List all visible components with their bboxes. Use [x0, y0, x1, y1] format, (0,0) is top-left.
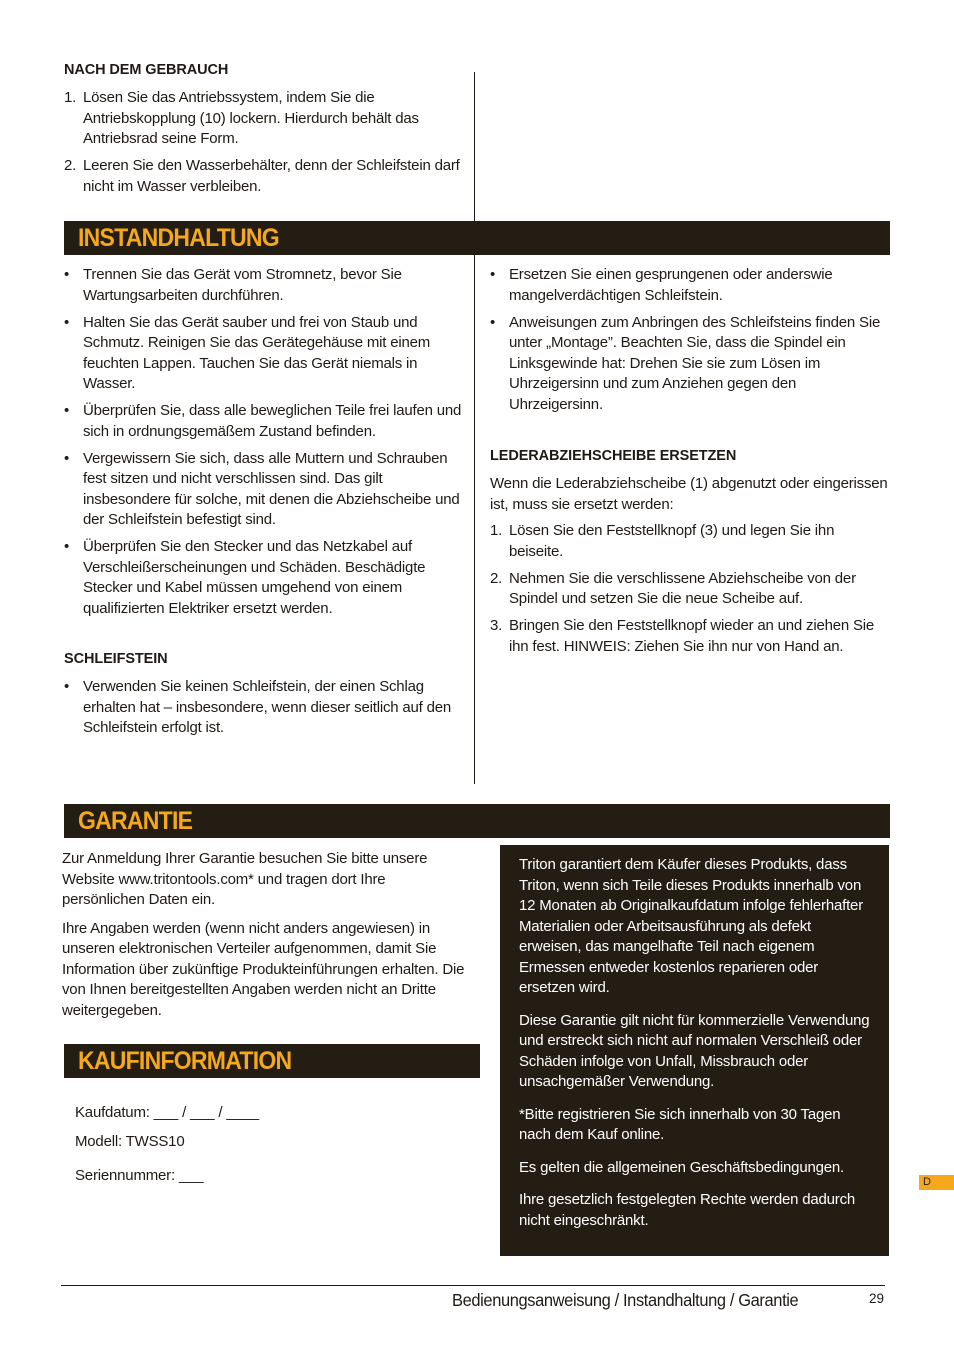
list-number: 2.: [490, 569, 503, 587]
list-number: 1.: [64, 89, 77, 106]
grindstone-heading: SCHLEIFSTEIN: [64, 651, 168, 667]
list-item: [64, 449, 464, 531]
bullet-icon: •: [490, 313, 496, 331]
footer-rule: [61, 1285, 885, 1286]
warranty-paragraph: Zur Anmeldung Ihrer Garantie besuchen Sie bitte unsere Website www.tritontools.com* und tragen dort Ihre persönlichen Daten ein.: [62, 850, 428, 908]
list-text: Lösen Sie das Antriebssystem, indem Sie die Antriebskopplung (10) lockern. Hierdurch behält das Antriebsrad seine Form.: [83, 89, 419, 147]
list-item: [64, 265, 464, 306]
list-item: [490, 521, 888, 562]
maintenance-section-bar: [64, 221, 890, 255]
language-tab: D: [919, 1175, 954, 1190]
footer-title: Bedienungsanweisung / Instandhaltung / Garantie: [452, 1290, 799, 1310]
warranty-terms-paragraph: Ihre gesetzlich festgelegten Rechte werden dadurch nicht eingeschränkt.: [519, 1191, 856, 1229]
maintenance-left-list: [64, 265, 464, 626]
column-divider: [474, 255, 475, 784]
list-item: [64, 313, 464, 395]
warranty-terms-paragraph: Diese Garantie gilt nicht für kommerzielle Verwendung und erstreckt sich nicht auf normalen Verschleiß oder Schäden infolge von Unfall, Missbrauch oder unsachgemäßer Verwendung.: [519, 1011, 870, 1090]
purchase-date-field: Kaufdatum: ___ / ___ / ____: [75, 1104, 259, 1121]
list-text: Überprüfen Sie, dass alle beweglichen Teile frei laufen und sich in ordnungsgemäßem Zustand befinden.: [83, 402, 462, 440]
list-text: Nehmen Sie die verschlissene Abziehscheibe von der Spindel und setzen Sie die neue Scheibe auf.: [509, 569, 856, 607]
purchase-title: KAUFINFORMATION: [78, 1047, 292, 1075]
leather-heading: LEDERABZIEHSCHEIBE ERSETZEN: [490, 448, 737, 464]
warranty-paragraph: Ihre Angaben werden (wenn nicht anders angewiesen) in unseren elektronischen Verteiler aufgenommen, damit Sie Information über zukünftige Produkteinführungen erhalten. Die von Ihnen bereitgestellten Angaben werden nicht an Dritte weitergegeben.: [62, 919, 465, 1019]
bullet-icon: •: [64, 678, 70, 695]
warranty-terms-paragraph: *Bitte registrieren Sie sich innerhalb von 30 Tagen nach dem Kauf online.: [519, 1105, 841, 1143]
list-text: Verwenden Sie keinen Schleifstein, der einen Schlag erhalten hat – insbesondere, wenn dieser seitlich auf den Schleifstein erfolgt ist.: [83, 678, 452, 736]
list-text: Lösen Sie den Feststellknopf (3) und legen Sie ihn beiseite.: [509, 522, 835, 560]
warranty-left-text: [62, 849, 472, 1029]
list-item: [490, 569, 888, 610]
list-item: [490, 313, 888, 416]
bullet-icon: •: [64, 538, 70, 555]
page-number: 29: [869, 1291, 885, 1306]
list-text: Anweisungen zum Anbringen des Schleifsteins finden Sie unter „Montage”. Beachten Sie, dass die Spindel ein Linksgewinde hat: Drehen Sie sie zum Lösen im Uhrzeigersinn und zum Anziehen gegen den Uhrzeigersinn.: [509, 313, 881, 413]
leather-intro: Wenn die Lederabziehscheibe (1) abgenutzt oder eingerissen ist, muss sie ersetzt werden:: [490, 475, 888, 513]
bullet-icon: •: [64, 313, 70, 331]
list-number: 1.: [490, 522, 503, 539]
column-divider: [474, 72, 475, 221]
leather-steps: [490, 521, 888, 664]
list-number: 3.: [490, 617, 503, 634]
list-item: [64, 677, 464, 739]
list-number: 2.: [64, 157, 77, 174]
grindstone-list: [64, 677, 464, 745]
list-item: [64, 537, 464, 619]
list-text: Leeren Sie den Wasserbehälter, denn der Schleifstein darf nicht im Wasser verbleiben.: [83, 157, 460, 195]
bullet-icon: •: [64, 266, 70, 283]
list-text: Vergewissern Sie sich, dass alle Muttern und Schrauben fest sitzen und nicht verschlissen sind. Das gilt insbesondere für solche, mit denen die Abziehscheibe und der Schleifstein befestigt sind.: [83, 449, 460, 528]
purchase-serial-field: Seriennummer: ___: [75, 1167, 204, 1184]
maintenance-right-list: [490, 265, 888, 422]
list-item: [490, 616, 888, 657]
list-text: Trennen Sie das Gerät vom Stromnetz, bevor Sie Wartungsarbeiten durchführen.: [83, 266, 402, 304]
list-text: Überprüfen Sie den Stecker und das Netzkabel auf Verschleißerscheinungen und Schäden. Beschädigte Stecker und Kabel müssen umgehend von einem qualifizierten Elektriker ersetzt werden.: [83, 538, 426, 617]
warranty-terms-paragraph: Triton garantiert dem Käufer dieses Produkts, dass Triton, wenn sich Teile dieses Produkts innerhalb von 12 Monaten ab Originalkaufdatum infolge fehlerhafter Materialien oder Arbeitsausführung als defekt erweisen, das mangelhafte Teil nach eigenem Ermessen entweder kostenlos reparieren oder ersetzen wird.: [519, 856, 863, 996]
list-item: [64, 156, 464, 197]
purchase-section-bar: [64, 1044, 480, 1078]
bullet-icon: •: [490, 266, 496, 283]
list-item: [64, 401, 464, 442]
warranty-title: GARANTIE: [78, 807, 193, 835]
list-text: Halten Sie das Gerät sauber und frei von Staub und Schmutz. Reinigen Sie das Gerätegehäuse mit einem feuchten Lappen. Tauchen Sie das Gerät niemals in Wasser.: [83, 313, 431, 392]
list-item: [490, 265, 888, 306]
bullet-icon: •: [64, 449, 70, 467]
maintenance-title: INSTANDHALTUNG: [78, 224, 279, 252]
list-text: Bringen Sie den Feststellknopf wieder an und ziehen Sie ihn fest. HINWEIS: Ziehen Sie ihn nur von Hand an.: [509, 617, 875, 655]
warranty-section-bar: [64, 804, 890, 838]
after-use-heading: NACH DEM GEBRAUCH: [64, 62, 229, 78]
warranty-terms-paragraph: Es gelten die allgemeinen Geschäftsbedingungen.: [519, 1158, 845, 1176]
purchase-model: Modell: TWSS10: [75, 1133, 185, 1150]
bullet-icon: •: [64, 402, 70, 419]
warranty-terms-box: [500, 845, 889, 1256]
list-text: Ersetzen Sie einen gesprungenen oder anderswie mangelverdächtigen Schleifstein.: [509, 266, 833, 304]
after-use-list: [64, 88, 464, 204]
list-item: [64, 88, 464, 150]
